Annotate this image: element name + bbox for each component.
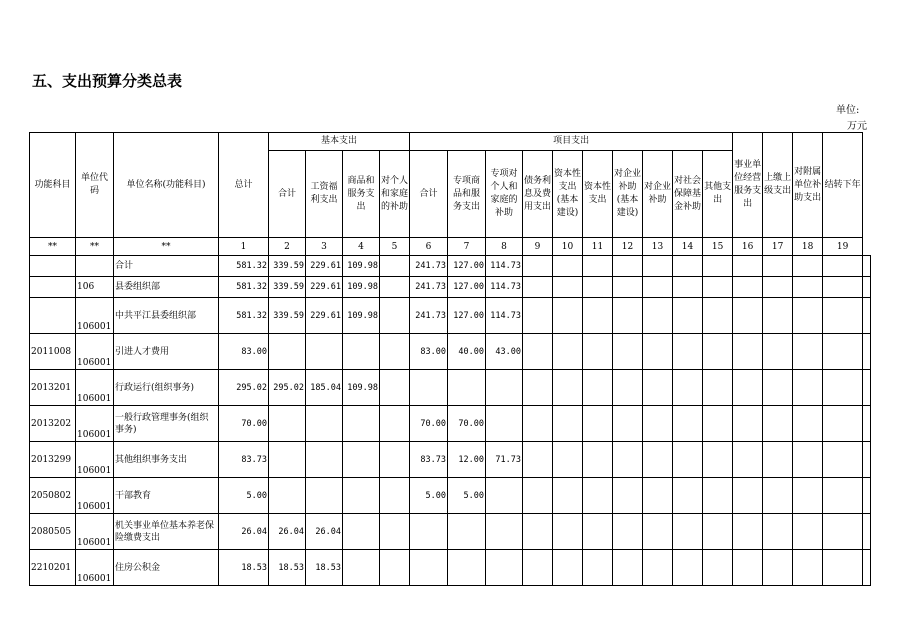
header-project-group: 项目支出	[410, 133, 733, 151]
value-cell	[486, 514, 523, 550]
value-cell	[823, 550, 863, 586]
value-cell	[583, 298, 613, 334]
value-cell	[823, 442, 863, 478]
value-cell	[703, 514, 733, 550]
header-project-0: 合计	[410, 151, 448, 238]
value-cell	[380, 334, 410, 370]
header-basic-0: 合计	[269, 151, 306, 238]
value-cell	[613, 442, 643, 478]
value-cell	[763, 334, 793, 370]
value-cell	[733, 277, 763, 298]
value-cell	[823, 256, 863, 277]
value-cell	[523, 277, 553, 298]
unit-code-cell: 106001	[76, 442, 114, 478]
value-cell	[553, 442, 583, 478]
value-cell	[613, 298, 643, 334]
header-func-code: 功能科目	[30, 133, 76, 238]
value-cell: 18.53	[219, 550, 269, 586]
value-cell	[523, 256, 553, 277]
unit-code-cell: 106001	[76, 514, 114, 550]
value-cell	[863, 334, 871, 370]
value-cell	[613, 256, 643, 277]
unit-code-cell: 106	[76, 277, 114, 298]
value-cell	[703, 256, 733, 277]
page-title: 五、支出预算分类总表	[32, 72, 183, 90]
value-cell	[523, 334, 553, 370]
value-cell	[793, 334, 823, 370]
value-cell: 71.73	[486, 442, 523, 478]
index-cell: 14	[673, 238, 703, 256]
value-cell: 5.00	[410, 478, 448, 514]
value-cell	[703, 550, 733, 586]
value-cell	[703, 478, 733, 514]
value-cell	[793, 442, 823, 478]
header-project-3: 债务利息及费用支出	[523, 151, 553, 238]
value-cell: 229.61	[306, 298, 343, 334]
index-cell: 9	[523, 238, 553, 256]
value-cell	[553, 277, 583, 298]
value-cell	[733, 406, 763, 442]
unit-value: 万元	[847, 121, 867, 132]
value-cell: 241.73	[410, 256, 448, 277]
value-cell	[448, 550, 486, 586]
table-row	[30, 277, 871, 298]
budget-table	[29, 132, 871, 586]
value-cell	[673, 370, 703, 406]
value-cell: 70.00	[448, 406, 486, 442]
value-cell	[643, 277, 673, 298]
value-cell	[613, 406, 643, 442]
table-row	[30, 370, 871, 406]
value-cell	[733, 514, 763, 550]
func-code-cell: 2013202	[30, 406, 76, 442]
index-cell: 6	[410, 238, 448, 256]
value-cell	[643, 550, 673, 586]
value-cell	[703, 334, 733, 370]
index-cell: 1	[219, 238, 269, 256]
value-cell	[823, 334, 863, 370]
table-row	[30, 514, 871, 550]
value-cell	[763, 277, 793, 298]
value-cell: 18.53	[269, 550, 306, 586]
value-cell	[643, 298, 673, 334]
index-cell: **	[114, 238, 219, 256]
unit-name-cell: 干部教育	[114, 478, 219, 514]
header-project-6: 对企业补助(基本建设)	[613, 151, 643, 238]
value-cell: 339.59	[269, 256, 306, 277]
func-code-cell: 2013201	[30, 370, 76, 406]
value-cell	[823, 277, 863, 298]
value-cell	[343, 406, 380, 442]
unit-name-cell: 中共平江县委组织部	[114, 298, 219, 334]
header-unit-name: 单位名称(功能科目)	[114, 133, 219, 238]
value-cell: 114.73	[486, 256, 523, 277]
value-cell	[613, 277, 643, 298]
value-cell: 229.61	[306, 256, 343, 277]
header-project-9: 其他支出	[703, 151, 733, 238]
value-cell: 339.59	[269, 277, 306, 298]
value-cell	[410, 550, 448, 586]
value-cell	[523, 442, 553, 478]
index-row	[30, 238, 871, 256]
value-cell	[380, 277, 410, 298]
value-cell	[793, 277, 823, 298]
header-project-8: 对社会保障基金补助	[673, 151, 703, 238]
func-code-cell	[30, 298, 76, 334]
value-cell: 12.00	[448, 442, 486, 478]
value-cell	[269, 442, 306, 478]
unit-name-cell: 引进人才费用	[114, 334, 219, 370]
header-basic-1: 工资福利支出	[306, 151, 343, 238]
header-tail-1: 上缴上级支出	[763, 133, 793, 238]
value-cell	[643, 514, 673, 550]
func-code-cell	[30, 277, 76, 298]
header-basic-3: 对个人和家庭的补助	[380, 151, 410, 238]
value-cell	[306, 334, 343, 370]
unit-name-cell: 行政运行(组织事务)	[114, 370, 219, 406]
value-cell	[733, 550, 763, 586]
value-cell	[673, 478, 703, 514]
value-cell	[643, 478, 673, 514]
value-cell: 109.98	[343, 370, 380, 406]
value-cell	[793, 406, 823, 442]
value-cell	[380, 370, 410, 406]
value-cell	[613, 550, 643, 586]
value-cell	[343, 442, 380, 478]
unit-code-cell: 106001	[76, 478, 114, 514]
value-cell: 185.04	[306, 370, 343, 406]
value-cell	[673, 442, 703, 478]
value-cell	[410, 370, 448, 406]
value-cell	[793, 370, 823, 406]
value-cell	[763, 256, 793, 277]
value-cell: 241.73	[410, 298, 448, 334]
value-cell	[343, 478, 380, 514]
value-cell	[793, 478, 823, 514]
value-cell	[306, 406, 343, 442]
value-cell	[703, 298, 733, 334]
value-cell: 241.73	[410, 277, 448, 298]
table-row	[30, 298, 871, 334]
index-cell: 15	[703, 238, 733, 256]
value-cell	[553, 370, 583, 406]
value-cell	[583, 277, 613, 298]
index-cell: 4	[343, 238, 380, 256]
index-cell: 19	[823, 238, 863, 256]
value-cell: 40.00	[448, 334, 486, 370]
value-cell	[486, 478, 523, 514]
value-cell	[733, 370, 763, 406]
unit-code-cell: 106001	[76, 334, 114, 370]
index-cell: 13	[643, 238, 673, 256]
value-cell	[523, 478, 553, 514]
table-row	[30, 550, 871, 586]
value-cell	[583, 478, 613, 514]
value-cell	[523, 298, 553, 334]
value-cell	[763, 370, 793, 406]
unit-code-cell: 106001	[76, 370, 114, 406]
value-cell	[486, 406, 523, 442]
value-cell	[583, 370, 613, 406]
value-cell: 70.00	[219, 406, 269, 442]
value-cell	[823, 478, 863, 514]
value-cell	[703, 370, 733, 406]
value-cell	[523, 406, 553, 442]
value-cell: 26.04	[306, 514, 343, 550]
header-project-5: 资本性支出	[583, 151, 613, 238]
value-cell	[380, 298, 410, 334]
value-cell	[823, 298, 863, 334]
header-project-2: 专项对个人和家庭的补助	[486, 151, 523, 238]
index-cell: 3	[306, 238, 343, 256]
value-cell	[583, 442, 613, 478]
value-cell	[763, 550, 793, 586]
value-cell	[793, 298, 823, 334]
value-cell	[486, 550, 523, 586]
value-cell	[583, 256, 613, 277]
index-cell: 8	[486, 238, 523, 256]
unit-name-cell: 其他组织事务支出	[114, 442, 219, 478]
value-cell: 229.61	[306, 277, 343, 298]
header-tail-0: 事业单位经营服务支出	[733, 133, 763, 238]
value-cell: 127.00	[448, 256, 486, 277]
value-cell: 127.00	[448, 277, 486, 298]
value-cell: 43.00	[486, 334, 523, 370]
value-cell	[269, 334, 306, 370]
value-cell	[643, 334, 673, 370]
header-tail-2: 对附属单位补助支出	[793, 133, 823, 238]
table-row	[30, 442, 871, 478]
value-cell	[613, 514, 643, 550]
value-cell	[380, 478, 410, 514]
value-cell: 581.32	[219, 277, 269, 298]
value-cell	[673, 334, 703, 370]
header-tail-3: 结转下年	[823, 133, 863, 238]
value-cell	[380, 256, 410, 277]
value-cell: 5.00	[219, 478, 269, 514]
value-cell	[523, 550, 553, 586]
header-total: 总计	[219, 133, 269, 238]
value-cell	[583, 514, 613, 550]
index-cell: 12	[613, 238, 643, 256]
value-cell	[553, 478, 583, 514]
value-cell	[553, 406, 583, 442]
value-cell	[486, 370, 523, 406]
value-cell: 295.02	[219, 370, 269, 406]
func-code-cell: 2050802	[30, 478, 76, 514]
func-code-cell: 2210201	[30, 550, 76, 586]
value-cell	[793, 550, 823, 586]
header-project-1: 专项商品和服务支出	[448, 151, 486, 238]
unit-label: 单位:	[836, 105, 860, 116]
value-cell	[763, 478, 793, 514]
value-cell	[863, 298, 871, 334]
value-cell	[863, 370, 871, 406]
value-cell	[703, 442, 733, 478]
unit-code-cell: 106001	[76, 550, 114, 586]
index-cell: 10	[553, 238, 583, 256]
value-cell	[380, 514, 410, 550]
unit-code-cell: 106001	[76, 406, 114, 442]
value-cell	[343, 550, 380, 586]
header-basic-2: 商品和服务支出	[343, 151, 380, 238]
value-cell	[343, 514, 380, 550]
value-cell: 83.73	[410, 442, 448, 478]
value-cell: 70.00	[410, 406, 448, 442]
func-code-cell: 2013299	[30, 442, 76, 478]
value-cell	[553, 298, 583, 334]
value-cell	[863, 256, 871, 277]
value-cell	[733, 256, 763, 277]
value-cell	[643, 370, 673, 406]
unit-name-cell: 住房公积金	[114, 550, 219, 586]
table-row	[30, 256, 871, 277]
value-cell	[448, 514, 486, 550]
value-cell	[448, 370, 486, 406]
value-cell	[673, 550, 703, 586]
func-code-cell	[30, 256, 76, 277]
value-cell: 295.02	[269, 370, 306, 406]
value-cell	[269, 406, 306, 442]
unit-name-cell: 县委组织部	[114, 277, 219, 298]
value-cell	[613, 478, 643, 514]
value-cell	[673, 514, 703, 550]
value-cell	[673, 256, 703, 277]
value-cell	[553, 256, 583, 277]
unit-code-cell: 106001	[76, 298, 114, 334]
value-cell: 109.98	[343, 277, 380, 298]
index-cell: 7	[448, 238, 486, 256]
header-row-1	[30, 133, 871, 151]
value-cell	[863, 442, 871, 478]
value-cell: 18.53	[306, 550, 343, 586]
value-cell	[823, 370, 863, 406]
value-cell	[733, 334, 763, 370]
value-cell	[673, 298, 703, 334]
value-cell	[643, 256, 673, 277]
value-cell	[553, 514, 583, 550]
value-cell	[643, 442, 673, 478]
unit-name-cell: 一般行政管理事务(组织事务)	[114, 406, 219, 442]
value-cell	[380, 442, 410, 478]
value-cell	[733, 442, 763, 478]
header-basic-group: 基本支出	[269, 133, 410, 151]
value-cell: 5.00	[448, 478, 486, 514]
value-cell	[643, 406, 673, 442]
value-cell	[583, 334, 613, 370]
value-cell	[763, 442, 793, 478]
value-cell: 83.73	[219, 442, 269, 478]
value-cell	[863, 478, 871, 514]
value-cell	[823, 406, 863, 442]
value-cell	[269, 478, 306, 514]
value-cell	[410, 514, 448, 550]
value-cell	[733, 478, 763, 514]
header-project-4: 资本性支出(基本建设)	[553, 151, 583, 238]
value-cell	[613, 334, 643, 370]
index-cell: 2	[269, 238, 306, 256]
unit-code-cell	[76, 256, 114, 277]
func-code-cell: 2011008	[30, 334, 76, 370]
value-cell	[306, 442, 343, 478]
value-cell	[763, 406, 793, 442]
index-cell: 5	[380, 238, 410, 256]
value-cell	[583, 406, 613, 442]
index-cell: **	[76, 238, 114, 256]
value-cell: 581.32	[219, 298, 269, 334]
value-cell	[823, 514, 863, 550]
value-cell	[763, 514, 793, 550]
index-cell: 11	[583, 238, 613, 256]
value-cell	[763, 298, 793, 334]
value-cell	[793, 514, 823, 550]
value-cell: 114.73	[486, 277, 523, 298]
value-cell	[863, 514, 871, 550]
value-cell	[703, 406, 733, 442]
value-cell: 339.59	[269, 298, 306, 334]
value-cell: 26.04	[219, 514, 269, 550]
table-row	[30, 334, 871, 370]
value-cell	[733, 298, 763, 334]
value-cell	[863, 406, 871, 442]
header-project-7: 对企业补助	[643, 151, 673, 238]
value-cell: 127.00	[448, 298, 486, 334]
value-cell	[613, 370, 643, 406]
value-cell: 581.32	[219, 256, 269, 277]
header-unit-code: 单位代码	[76, 133, 114, 238]
value-cell: 109.98	[343, 298, 380, 334]
value-cell	[863, 550, 871, 586]
value-cell	[523, 514, 553, 550]
value-cell	[553, 334, 583, 370]
func-code-cell: 2080505	[30, 514, 76, 550]
value-cell	[673, 406, 703, 442]
value-cell	[793, 256, 823, 277]
unit-name-cell: 机关事业单位基本养老保险缴费支出	[114, 514, 219, 550]
table-row	[30, 406, 871, 442]
index-cell: 18	[793, 238, 823, 256]
value-cell	[553, 550, 583, 586]
value-cell	[703, 277, 733, 298]
value-cell: 109.98	[343, 256, 380, 277]
index-cell: 16	[733, 238, 763, 256]
value-cell: 83.00	[410, 334, 448, 370]
value-cell: 26.04	[269, 514, 306, 550]
value-cell: 83.00	[219, 334, 269, 370]
value-cell	[673, 277, 703, 298]
value-cell: 114.73	[486, 298, 523, 334]
value-cell	[380, 550, 410, 586]
table-row	[30, 478, 871, 514]
index-cell: **	[30, 238, 76, 256]
index-cell: 17	[763, 238, 793, 256]
value-cell	[343, 334, 380, 370]
value-cell	[863, 277, 871, 298]
value-cell	[583, 550, 613, 586]
value-cell	[380, 406, 410, 442]
value-cell	[306, 478, 343, 514]
value-cell	[523, 370, 553, 406]
unit-name-cell: 合计	[114, 256, 219, 277]
